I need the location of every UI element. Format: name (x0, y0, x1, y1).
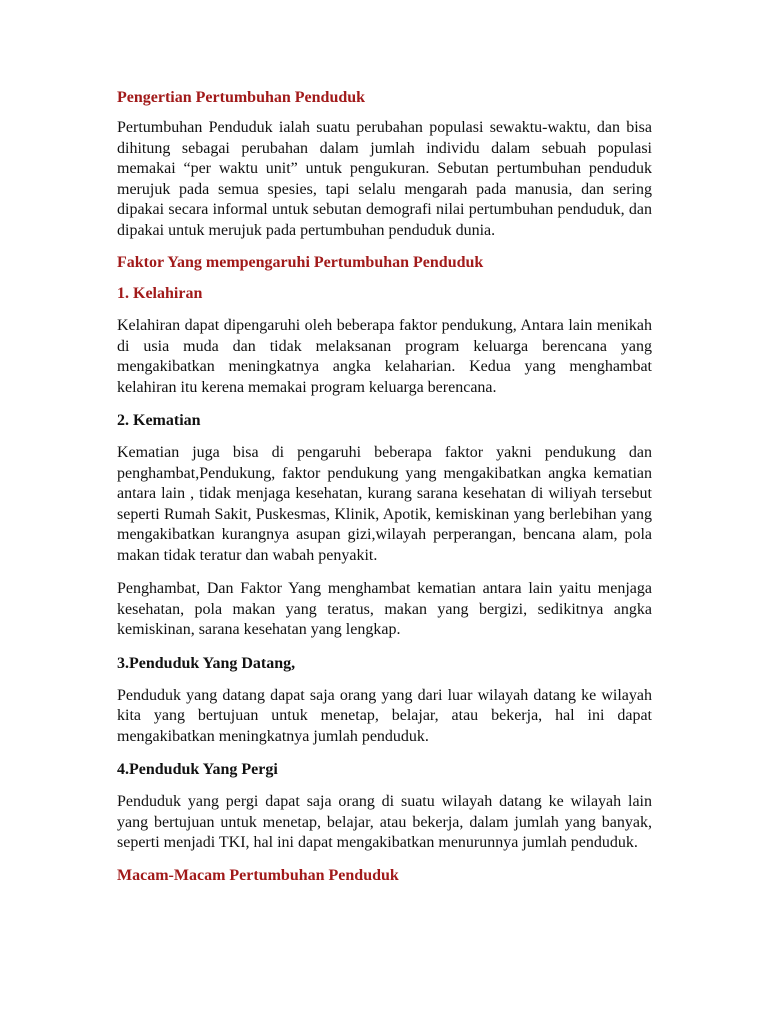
factor-heading-birth: 1. Kelahiran (117, 285, 203, 302)
intro-paragraph: Pertumbuhan Penduduk ialah suatu perubahan populasi sewaktu-waktu, dan bisa dihitung sebagai perubahan dalam jumlah individu dalam sebuah populasi memakai “per waktu unit” untuk pengukuran. Sebutan pertumbuhan penduduk merujuk pada semua spesies, tapi selalu mengarah pada manusia, dan sering dipakai secara informal untuk sebutan demografi nilai pertumbuhan penduduk, dan dipakai untuk merujuk pada pertumbuhan penduduk dunia. (117, 119, 652, 239)
factor-paragraph-incoming: Penduduk yang datang dapat saja orang yang dari luar wilayah datang ke wilayah kita yang bertujuan untuk menetap, belajar, atau bekerja, hal ini dapat mengakibatkan meningkatnya jumlah penduduk. (117, 686, 652, 745)
section-title-definition: Pengertian Pertumbuhan Penduduk (117, 89, 366, 106)
section-title-factors: Faktor Yang mempengaruhi Pertumbuhan Penduduk (117, 254, 484, 271)
factor-paragraph-outgoing: Penduduk yang pergi dapat saja orang di suatu wilayah datang ke wilayah lain yang bertujuan untuk menetap, belajar, atau bekerja, dalam jumlah yang banyak, seperti menjadi TKI, hal ini dapat mengakibatkan menurunnya jumlah penduduk. (117, 793, 652, 851)
factor-heading-outgoing: 4.Penduduk Yang Pergi (117, 761, 278, 778)
factor-heading-incoming: 3.Penduduk Yang Datang, (117, 654, 296, 672)
factor-paragraph-death-inhibitor: Penghambat, Dan Faktor Yang menghambat kematian antara lain yaitu menjaga kesehatan, pola makan yang teratus, makan yang bergizi, sedikitnya angka kemiskinan, sarana kesehatan yang lengkap. (117, 580, 652, 638)
document-page (117, 88, 652, 886)
factor-paragraph-death: Kematian juga bisa di pengaruhi beberapa faktor yakni pendukung dan penghambat,Pendukung, faktor pendukung yang mengakibatkan angka kematian antara lain , tidak menjaga kesehatan, kurang sarana kesehatan di wiliyah tersebut seperti Rumah Sakit, Puskesmas, Klinik, Apotik, kemiskinan yang berlebihan yang mengakibatkan kurangnya asupan gizi,wilayah perperangan, bencana alam, pola makan tidak teratur dan wabah penyakit. (117, 444, 652, 564)
factor-paragraph-birth: Kelahiran dapat dipengaruhi oleh beberapa faktor pendukung, Antara lain menikah di usia muda dan tidak melaksanan program keluarga berencana yang mengakibatkan meningkatnya angka kelaharian. Kedua yang menghambat kelahiran itu kerena memakai program keluarga berencana. (117, 317, 652, 396)
factor-heading-death: 2. Kematian (117, 412, 201, 429)
section-title-types: Macam-Macam Pertumbuhan Penduduk (117, 866, 399, 884)
